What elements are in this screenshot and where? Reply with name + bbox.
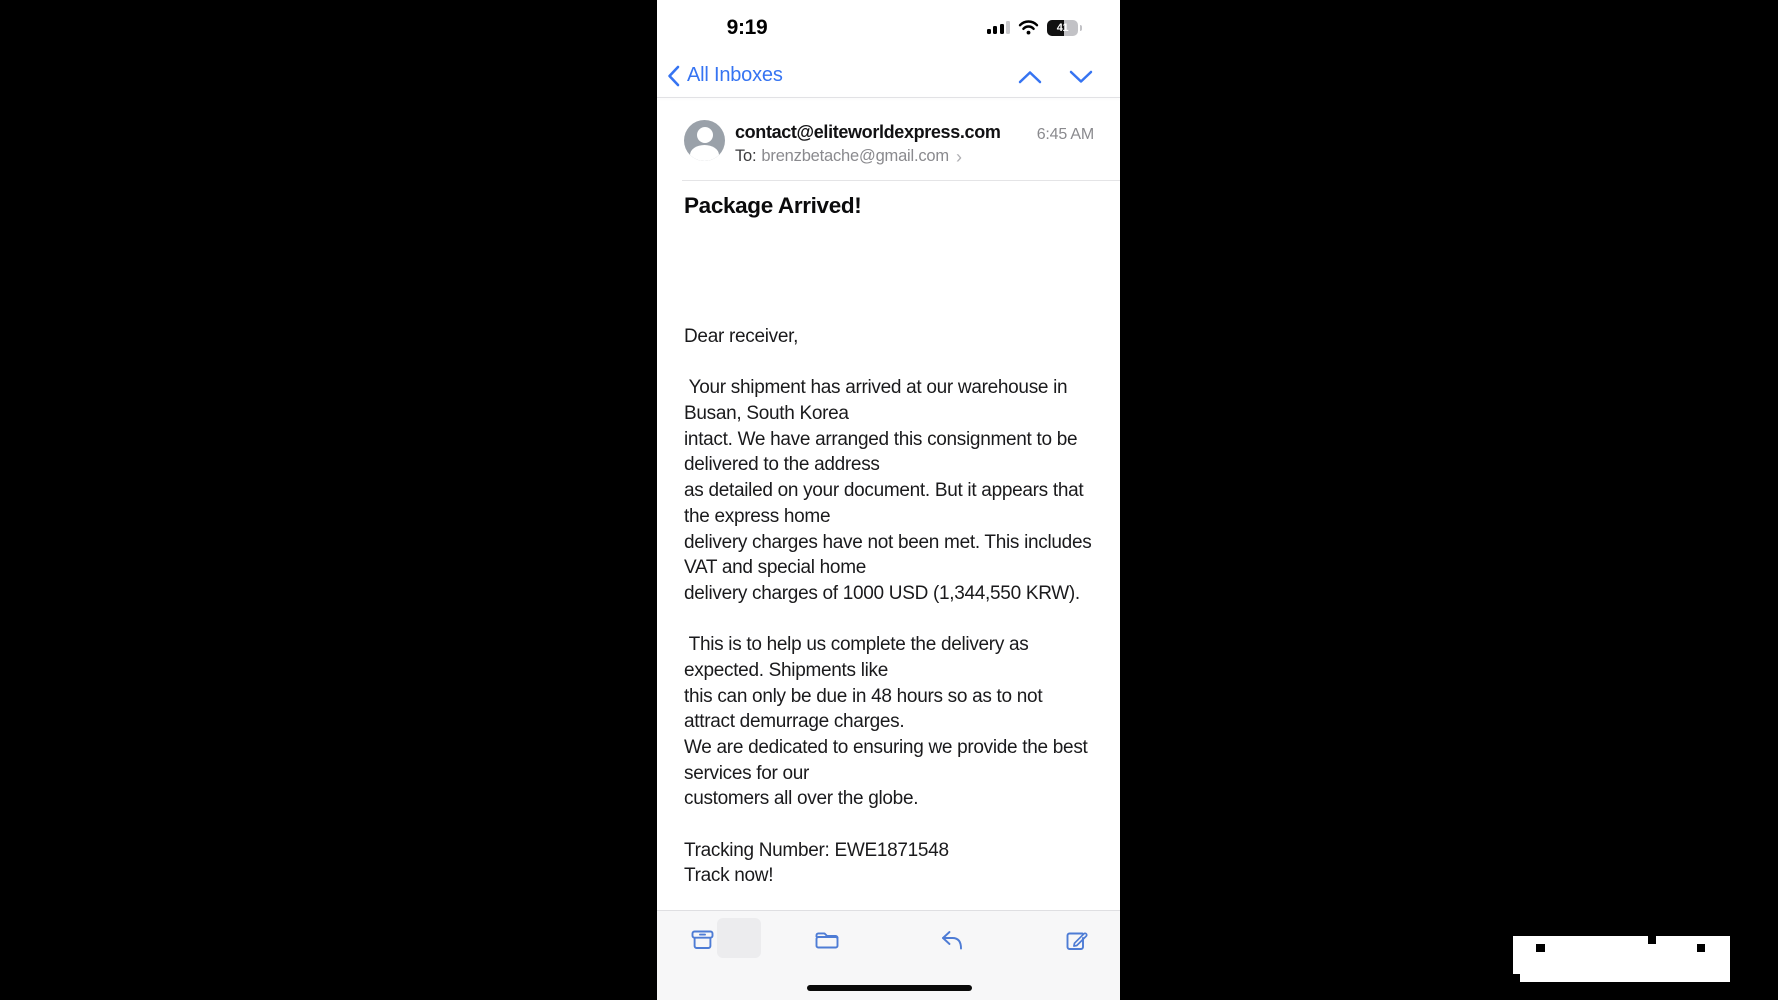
watermark-mark xyxy=(1513,974,1520,982)
body-line: delivery charges of 1000 USD (1,344,550 KRW). xyxy=(684,582,1080,604)
body-line: Busan, South Korea xyxy=(684,403,849,425)
mail-toolbar xyxy=(657,910,1120,1000)
body-line: attract demurrage charges. xyxy=(684,711,905,733)
body-line: services for our xyxy=(684,762,810,784)
watermark-mark xyxy=(1648,936,1656,944)
next-message-button[interactable] xyxy=(1069,70,1093,84)
body-line: customers all over the globe. xyxy=(684,788,919,810)
body-line: We are dedicated to ensuring we provide the best xyxy=(684,737,1088,758)
body-line: This is to help us complete the delivery as xyxy=(684,634,1029,656)
body-line: this can only be due in 48 hours so as to not xyxy=(684,685,1043,707)
status-bar-time: 9:19 xyxy=(726,16,768,39)
sender-avatar xyxy=(684,120,725,161)
body-line: delivered to the address xyxy=(684,454,880,476)
body-line: delivery charges have not been met. This includes xyxy=(684,531,1092,553)
sender-address[interactable]: contact@eliteworldexpress.com xyxy=(735,122,1001,142)
body-line xyxy=(684,609,1120,635)
header-divider xyxy=(682,180,1120,181)
body-line: expected. Shipments like xyxy=(684,659,889,681)
wifi-icon xyxy=(1018,20,1039,35)
previous-message-button[interactable] xyxy=(1018,70,1042,84)
compose-button[interactable] xyxy=(1063,926,1091,954)
back-to-all-inboxes-button[interactable] xyxy=(667,64,783,87)
archive-icon xyxy=(689,927,716,954)
watermark-mark xyxy=(1536,944,1545,952)
body-line: VAT and special home xyxy=(684,557,866,579)
message-nav-arrows xyxy=(1018,70,1093,84)
to-label: To: xyxy=(735,147,757,165)
reply-button[interactable] xyxy=(938,926,966,954)
email-body xyxy=(684,326,1120,891)
body-line: Your shipment has arrived at our warehouse in xyxy=(684,377,1068,399)
status-bar-icons xyxy=(987,20,1083,36)
recipient-address: brenzbetache@gmail.com xyxy=(761,147,949,165)
body-line: Tracking Number: EWE1871548 xyxy=(684,839,949,861)
body-line: Track now! xyxy=(684,865,774,887)
reply-icon xyxy=(938,927,966,954)
recipient-row[interactable] xyxy=(735,147,962,166)
body-line: as detailed on your document. But it appears that xyxy=(684,480,1084,502)
email-subject: Package Arrived! xyxy=(684,193,862,218)
home-indicator[interactable] xyxy=(807,985,972,991)
battery-tip xyxy=(1080,25,1082,31)
back-chevron-icon xyxy=(667,65,680,87)
phone-screen xyxy=(657,0,1120,1000)
archive-button[interactable] xyxy=(688,926,716,954)
nav-divider xyxy=(657,97,1120,98)
recipient-detail-chevron-icon: › xyxy=(955,146,962,167)
compose-icon xyxy=(1063,927,1091,954)
redacted-watermark xyxy=(1513,936,1730,982)
received-time: 6:45 AM xyxy=(1036,126,1094,143)
watermark-mark xyxy=(1697,944,1705,952)
battery-percentage: 41 xyxy=(1056,21,1069,34)
body-line: intact. We have arranged this consignment to be xyxy=(684,428,1078,450)
folder-icon xyxy=(813,927,841,954)
battery-icon xyxy=(1047,20,1078,36)
signal-strength-icon xyxy=(987,21,1011,34)
back-button-label: All Inboxes xyxy=(687,64,783,86)
body-line xyxy=(684,352,1120,378)
body-line xyxy=(684,814,1120,840)
body-line: Dear receiver, xyxy=(684,326,799,347)
body-line: the express home xyxy=(684,505,831,527)
move-to-folder-button[interactable] xyxy=(813,926,841,954)
